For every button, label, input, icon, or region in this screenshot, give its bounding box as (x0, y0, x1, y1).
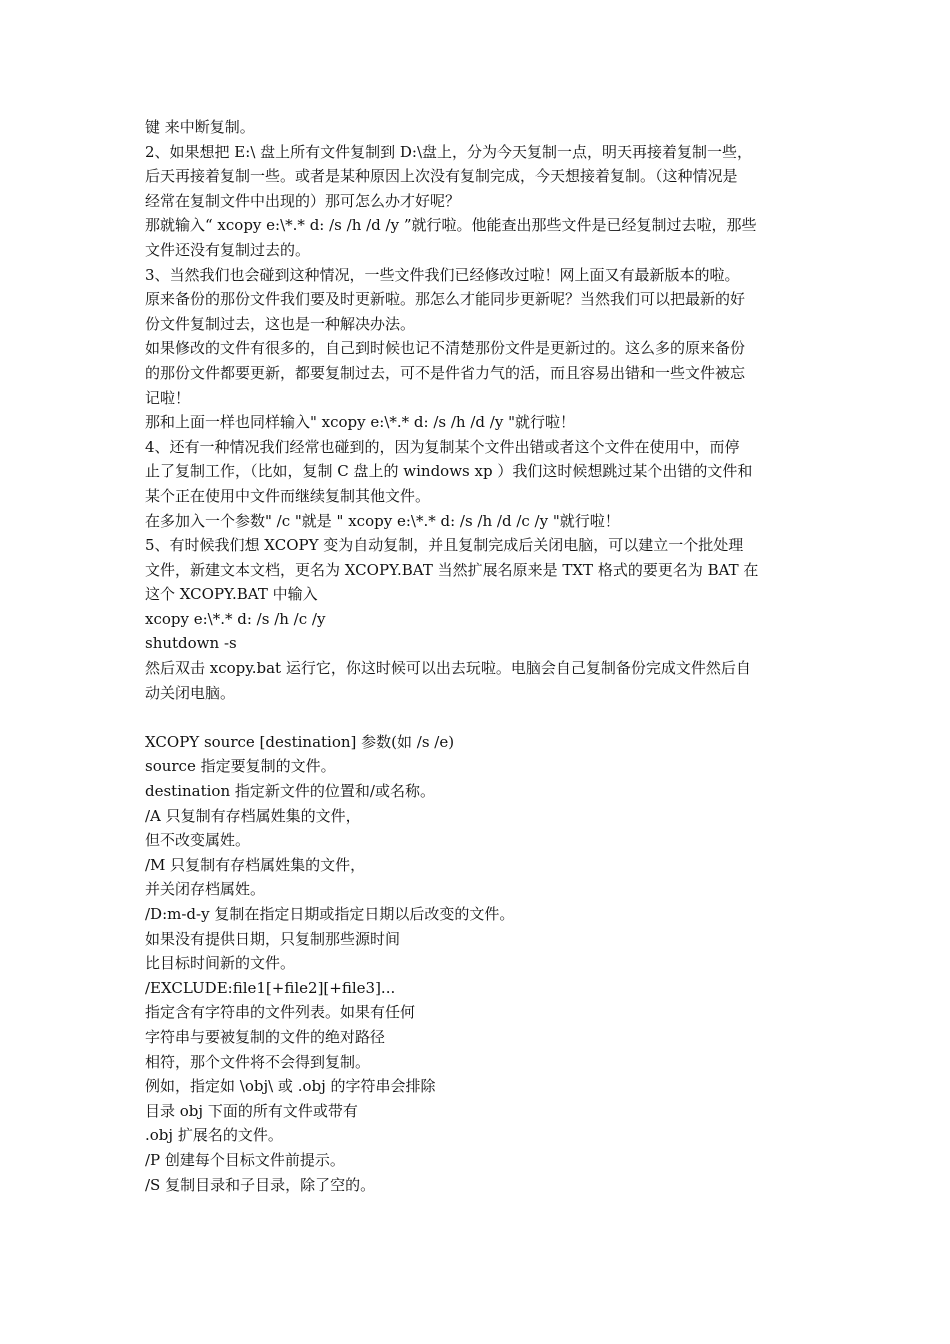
text-line: 后天再接着复制一些。或者是某种原因上次没有复制完成，今天想接着复制。（这种情况是 (145, 167, 738, 186)
text-line: 的那份文件都要更新，都要复制过去，可不是件省力气的活，而且容易出错和一些文件被忘 (145, 363, 746, 382)
text-line: 2、如果想把 E:\ 盘上所有文件复制到 D:\盘上，分为今天复制一点，明天再接着复制一些， (145, 142, 753, 161)
text-line: 经常在复制文件中出现的）那可怎么办才好呢？ (145, 191, 461, 210)
text-line: 止了复制工作，（比如，复制 C 盘上的 windows xp ）我们这时候想跳过某个出错的文件和 (145, 462, 753, 481)
text-line: 目录 obj 下面的所有文件或带有 (145, 1101, 358, 1120)
text-line: /M 只复制有存档属姓集的文件， (145, 855, 366, 874)
text-line: destination 指定新文件的位置和/或名称。 (145, 782, 435, 801)
text-line: xcopy e:\*.* d: /s /h /c /y (145, 609, 326, 628)
text-line: 动关闭电脑。 (145, 683, 236, 702)
text-line: 键 来中断复制。 (145, 118, 255, 136)
text-line: 这个 XCOPY.BAT 中输入 (145, 585, 318, 604)
text-line: 原来备份的那份文件我们要及时更新啦。那怎么才能同步更新呢？当然我们可以把最新的好 (145, 290, 746, 309)
text-line: 字符串与要被复制的文件的绝对路径 (145, 1027, 386, 1046)
text-line: 记啦！ (145, 388, 191, 407)
text-line: 但不改变属姓。 (145, 831, 251, 850)
text-line: /S 复制目录和子目录，除了空的。 (145, 1175, 376, 1194)
text-line: source 指定要复制的文件。 (145, 757, 336, 776)
text-line: 那就输入“ xcopy e:\*.* d: /s /h /d /y ”就行啦。他能查出那些文件是已经复制过去啦，那些 (145, 216, 757, 235)
text-line: 如果没有提供日期，只复制那些源时间 (145, 929, 401, 948)
text-line: 某个正在使用中文件而继续复制其他文件。 (145, 486, 431, 505)
text-line: 例如，指定如 \obj\ 或 .obj 的字符串会排除 (145, 1077, 436, 1096)
text-line: 指定含有字符串的文件列表。如果有任何 (145, 1003, 416, 1022)
text-line: 5、有时候我们想 XCOPY 变为自动复制，并且复制完成后关闭电脑，可以建立一个批处理 (145, 536, 744, 555)
text-line: /A 只复制有存档属姓集的文件， (145, 806, 361, 825)
text-line: XCOPY source [destination] 参数(如 /s /e) (145, 732, 455, 751)
text-line: 文件，新建文本文档，更名为 XCOPY.BAT 当然扩展名原来是 TXT 格式的要更名为 BAT 在 (145, 560, 759, 579)
text-line: 相符，那个文件将不会得到复制。 (145, 1052, 371, 1071)
text-line: 然后双击 xcopy.bat 运行它，你这时候可以出去玩啦。电脑会自己复制备份完成文件然后自 (145, 659, 751, 678)
text-line: 份文件复制过去，这也是一种解决办法。 (145, 314, 416, 333)
text-line: 并关闭存档属姓。 (145, 880, 266, 899)
text-line: 如果修改的文件有很多的，自己到时候也记不清楚那份文件是更新过的。这么多的原来备份 (145, 339, 746, 358)
blank-line (145, 705, 809, 730)
text-line: 在多加入一个参数" /c "就是 " xcopy e:\*.* d: /s /h /d /c /y "就行啦！ (145, 511, 620, 530)
text-line: .obj 扩展名的文件。 (145, 1126, 283, 1145)
text-line: /EXCLUDE:file1[+file2][+file3]... (145, 978, 396, 997)
text-line: /D:m-d-y 复制在指定日期或指定日期以后改变的文件。 (145, 905, 515, 923)
text-line: 4、还有一种情况我们经常也碰到的，因为复制某个文件出错或者这个文件在使用中，而停 (145, 437, 740, 456)
text-line: 3、当然我们也会碰到这种情况，一些文件我们已经修改过啦！网上面又有最新版本的啦。 (145, 265, 740, 284)
document-page (145, 115, 809, 1197)
text-line: shutdown -s (145, 634, 237, 653)
text-line: /P 创建每个目标文件前提示。 (145, 1150, 345, 1169)
text-line: 那和上面一样也同样输入" xcopy e:\*.* d: /s /h /d /y "就行啦！ (145, 413, 575, 432)
text-line: 比目标时间新的文件。 (145, 954, 296, 973)
text-line: 文件还没有复制过去的。 (145, 240, 311, 259)
